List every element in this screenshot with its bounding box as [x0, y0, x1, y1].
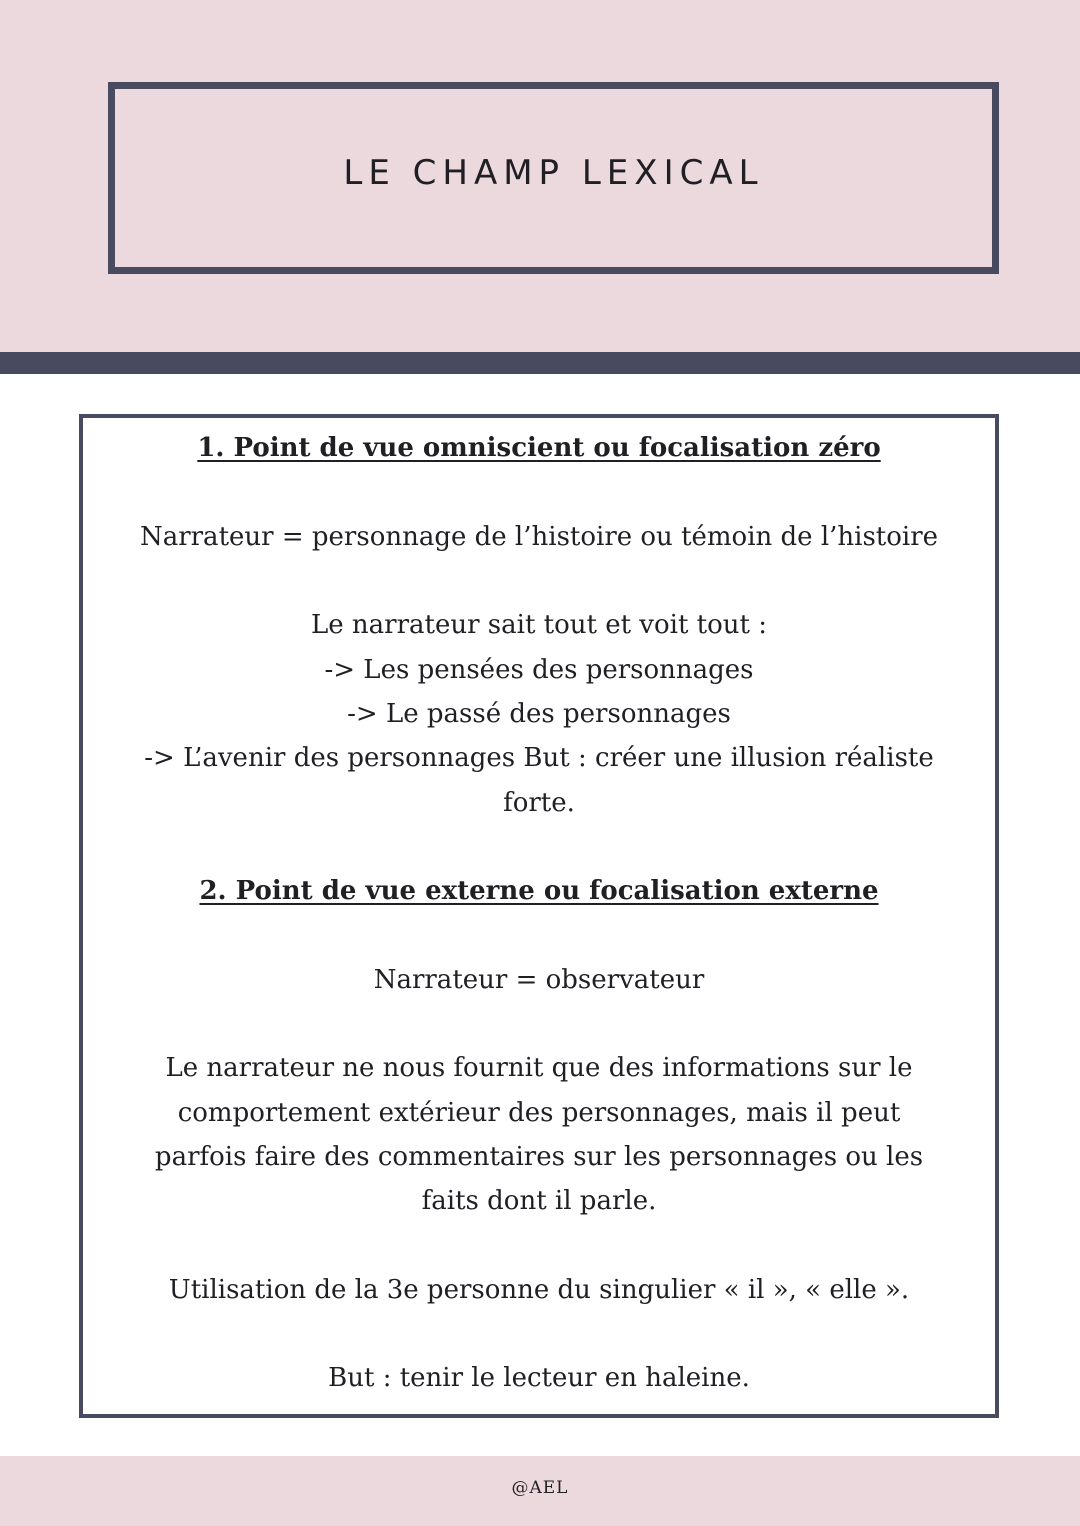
section1-heading: 1. Point de vue omniscient ou focalisation zéro [197, 433, 881, 463]
section2-paragraph-line: parfois faire des commentaires sur les personnages ou les [154, 1142, 924, 1172]
section2-goal: But : tenir le lecteur en haleine. [328, 1363, 750, 1393]
content-box [79, 414, 999, 1418]
section2-paragraph-line: faits dont il parle. [421, 1186, 657, 1216]
page-title: LE CHAMP LEXICAL [343, 153, 764, 193]
section1-intro: Le narrateur sait tout et voit tout : [310, 610, 767, 640]
section2-paragraph-line: comportement extérieur des personnages, mais il peut [177, 1098, 901, 1128]
section2-paragraph-line: Le narrateur ne nous fournit que des informations sur le [165, 1053, 913, 1083]
section1-bullet-continuation: forte. [503, 788, 575, 818]
header-divider-bar [0, 352, 1080, 374]
section1-bullet: -> Les pensées des personnages [324, 655, 754, 685]
section1-bullet: -> L’avenir des personnages But : créer une illusion réaliste [144, 743, 934, 773]
section1-definition: Narrateur = personnage de l’histoire ou témoin de l’histoire [139, 522, 939, 552]
footer-credit: @AEL [511, 1478, 569, 1498]
section2-heading: 2. Point de vue externe ou focalisation externe [199, 876, 879, 906]
section1-bullet: -> Le passé des personnages [347, 699, 731, 729]
title-box [108, 82, 999, 274]
section2-usage: Utilisation de la 3e personne du singulier « il », « elle ». [168, 1275, 910, 1305]
section2-definition: Narrateur = observateur [373, 965, 705, 995]
